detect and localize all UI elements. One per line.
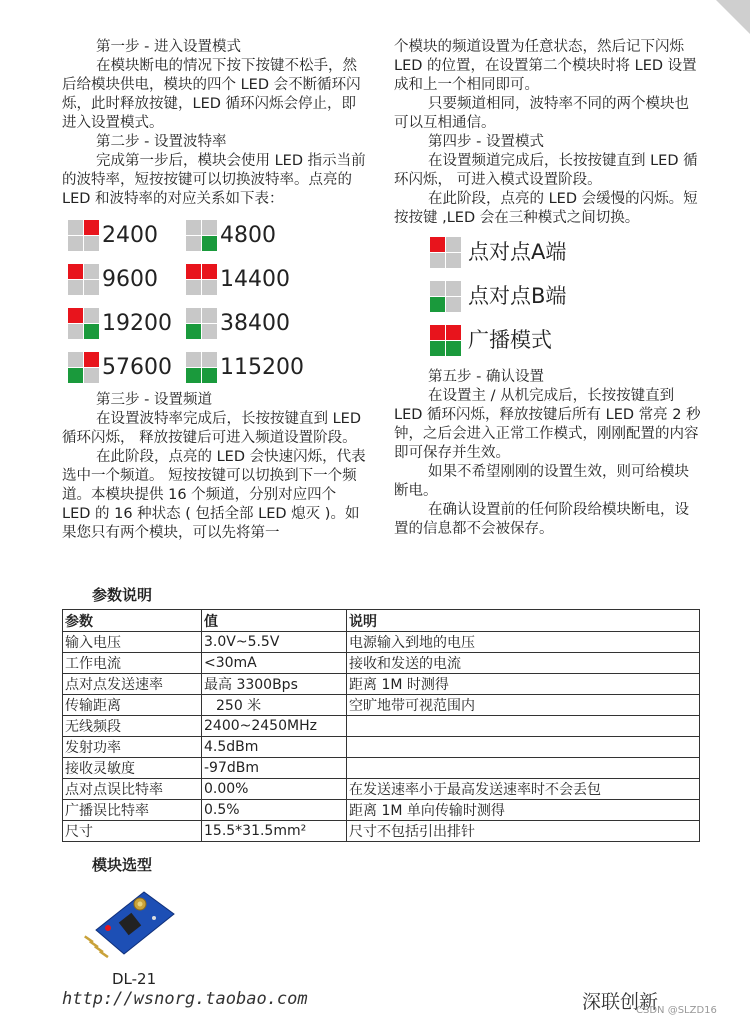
table-row <box>63 653 700 674</box>
baud-item-9600 <box>68 264 186 295</box>
param-name: 尺寸 <box>63 821 202 842</box>
shop-url-link[interactable]: http://wsnorg.taobao.com <box>62 989 308 1009</box>
table-row <box>63 758 700 779</box>
mode-item-b <box>430 274 702 318</box>
param-name: 点对点误比特率 <box>63 779 202 800</box>
step3-body-1: 在设置波特率完成后，长按按键直到 LED 循环闪烁， 释放按键后可进入频道设置阶段。 <box>62 411 362 446</box>
baud-item-115200 <box>186 352 304 383</box>
param-value: 250 米 <box>202 695 347 716</box>
baud-item-19200 <box>68 308 186 339</box>
param-value: 最高 3300Bps <box>202 674 347 695</box>
channel-note: 只要频道相同，波特率不同的两个模块也可以互相通信。 <box>394 96 689 131</box>
table-row <box>63 821 700 842</box>
table-row <box>63 674 700 695</box>
param-value: 4.5dBm <box>202 737 347 758</box>
mode-label: 点对点B端 <box>468 283 567 308</box>
page-corner-fold <box>716 0 750 34</box>
param-name: 传输距离 <box>63 695 202 716</box>
step2-title: 第二步 - 设置波特率 <box>96 134 227 150</box>
param-value: 3.0V~5.5V <box>202 632 347 653</box>
step3-body-2: 在此阶段，点亮的 LED 会快速闪烁，代表选中一个频道。 短按按键可以切换到下一个频道。本模块提供 16 个频道，分别对应四个 LED 的 16 种状态 ( 包括全部 LED 熄灭 )。如果您只有两个模块，可以先将第一 <box>62 449 366 541</box>
header-desc: 说明 <box>347 610 700 632</box>
watermark: CSDN @SLZD16 <box>636 1005 717 1016</box>
led-pattern-icon <box>430 281 461 312</box>
baud-value: 38400 <box>220 310 290 336</box>
step5-title: 第五步 - 确认设置 <box>428 369 544 385</box>
table-header-row <box>63 610 700 632</box>
baud-value: 57600 <box>102 354 172 380</box>
baud-rate-table <box>68 213 368 389</box>
mode-item-broadcast <box>430 318 702 362</box>
led-pattern-icon <box>68 352 99 383</box>
param-value: 2400~2450MHz <box>202 716 347 737</box>
mode-label: 广播模式 <box>468 327 552 352</box>
param-desc: 接收和发送的电流 <box>347 653 700 674</box>
param-name: 发射功率 <box>63 737 202 758</box>
mode-item-a <box>430 230 702 274</box>
header-value: 值 <box>202 610 347 632</box>
params-title: 参数说明 <box>92 586 153 604</box>
param-value: 15.5*31.5mm² <box>202 821 347 842</box>
step4-title: 第四步 - 设置模式 <box>428 134 544 150</box>
module-board-icon <box>78 888 178 970</box>
params-table <box>62 609 700 842</box>
param-name: 广播误比特率 <box>63 800 202 821</box>
baud-value: 19200 <box>102 310 172 336</box>
led-pattern-icon <box>68 220 99 251</box>
table-row <box>63 716 700 737</box>
table-row <box>63 632 700 653</box>
module-label: DL-21 <box>112 970 157 988</box>
baud-item-38400 <box>186 308 304 339</box>
baud-item-14400 <box>186 264 304 295</box>
led-pattern-icon <box>186 352 217 383</box>
led-pattern-icon <box>430 325 461 356</box>
right-column <box>394 38 702 539</box>
param-desc: 在发送速率小于最高发送速率时不会丢包 <box>347 779 700 800</box>
led-pattern-icon <box>186 308 217 339</box>
param-name: 工作电流 <box>63 653 202 674</box>
step4-body-2: 在此阶段，点亮的 LED 会缓慢的闪烁。短按按键 ,LED 会在三种模式之间切换。 <box>394 191 698 226</box>
step1-title: 第一步 - 进入设置模式 <box>96 39 241 55</box>
param-name: 点对点发送速率 <box>63 674 202 695</box>
step3-title: 第三步 - 设置频道 <box>96 392 212 408</box>
param-desc: 尺寸不包括引出排针 <box>347 821 700 842</box>
led-pattern-icon <box>68 308 99 339</box>
baud-value: 9600 <box>102 266 158 292</box>
param-name: 无线频段 <box>63 716 202 737</box>
step1-body: 在模块断电的情况下按下按键不松手，然后给模块供电，模块的四个 LED 会不断循环闪烁，此时释放按键，LED 循环闪烁会停止，即进入设置模式。 <box>62 58 361 131</box>
continued-text: 个模块的频道设置为任意状态，然后记下闪烁 LED 的位置，在设置第二个模块时将 LED 设置成和上一个相同即可。 <box>394 39 697 93</box>
led-pattern-icon <box>186 220 217 251</box>
mode-label: 点对点A端 <box>468 239 567 264</box>
baud-item-2400 <box>68 220 186 251</box>
param-value: -97dBm <box>202 758 347 779</box>
baud-value: 4800 <box>220 222 276 248</box>
table-row <box>63 695 700 716</box>
led-pattern-icon <box>186 264 217 295</box>
param-name: 接收灵敏度 <box>63 758 202 779</box>
step4-body-1: 在设置频道完成后，长按按键直到 LED 循环闪烁， 可进入模式设置阶段。 <box>394 153 698 188</box>
step5-body-1: 在设置主 / 从机完成后，长按按键直到 LED 循环闪烁，释放按键后所有 LED 常亮 2 秒钟，之后会进入正常工作模式，刚刚配置的内容即可保存并生效。 <box>394 388 701 461</box>
brand-name: 深联创新 <box>582 991 659 1013</box>
step5-body-3: 在确认设置前的任何阶段给模块断电，设置的信息都不会被保存。 <box>394 502 689 537</box>
baud-value: 14400 <box>220 266 290 292</box>
baud-value: 115200 <box>220 354 304 380</box>
param-desc <box>347 716 700 737</box>
baud-item-57600 <box>68 352 186 383</box>
param-value: 0.5% <box>202 800 347 821</box>
param-value: <30mA <box>202 653 347 674</box>
param-desc: 空旷地带可视范围内 <box>347 695 700 716</box>
table-row <box>63 779 700 800</box>
mode-table <box>430 230 702 362</box>
table-row <box>63 800 700 821</box>
led-pattern-icon <box>430 237 461 268</box>
param-desc <box>347 758 700 779</box>
table-row <box>63 737 700 758</box>
param-desc: 距离 1M 时测得 <box>347 674 700 695</box>
param-name: 输入电压 <box>63 632 202 653</box>
module-title: 模块选型 <box>92 856 153 874</box>
param-desc: 距离 1M 单向传输时测得 <box>347 800 700 821</box>
led-pattern-icon <box>68 264 99 295</box>
step2-body: 完成第一步后，模块会使用 LED 指示当前的波特率，短按按键可以切换波特率。点亮的 LED 和波特率的对应关系如下表： <box>62 153 366 207</box>
left-column <box>62 38 368 543</box>
param-desc <box>347 737 700 758</box>
header-param: 参数 <box>63 610 202 632</box>
baud-item-4800 <box>186 220 304 251</box>
param-desc: 电源输入到地的电压 <box>347 632 700 653</box>
param-value: 0.00% <box>202 779 347 800</box>
baud-value: 2400 <box>102 222 158 248</box>
step5-body-2: 如果不希望刚刚的设置生效，则可给模块断电。 <box>394 464 689 499</box>
